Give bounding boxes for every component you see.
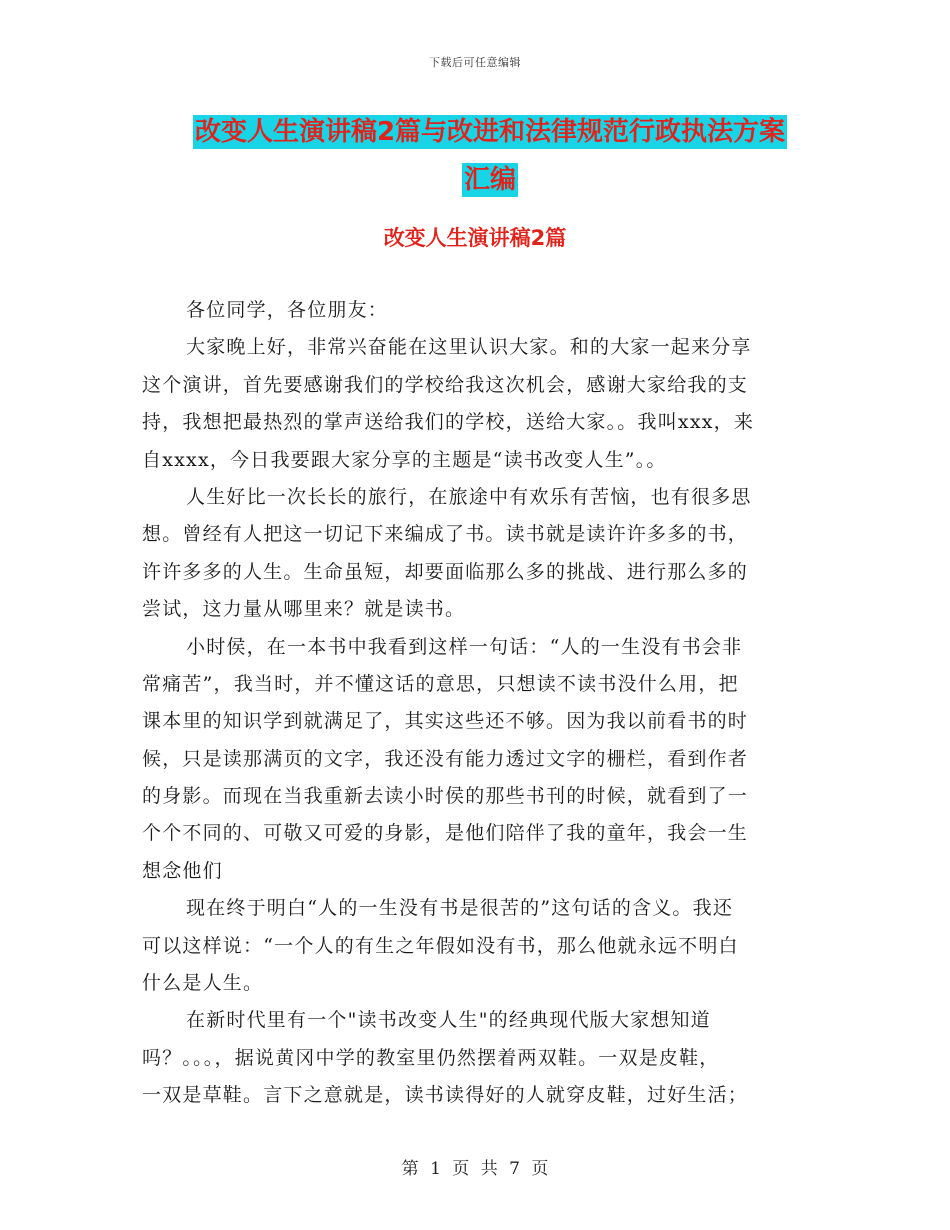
body-line: 小时侯，在一本书中我看到这样一句话：“人的一生没有书会非: [186, 635, 743, 658]
page-footer: 第 1 页 共 7 页: [401, 1159, 549, 1179]
body-line: 可以这样说：“一个人的有生之年假如没有书，那么他就永远不明白: [142, 934, 739, 957]
body-line: 在新时代里有一个"读书改变人生"的经典现代版大家想知道: [186, 1009, 711, 1032]
body-line: 吗？。。。，据说黄冈中学的教室里仍然摆着两双鞋。一双是皮鞋，: [142, 1046, 720, 1069]
body-line: 一双是草鞋。言下之意就是，读书读得好的人就穿皮鞋，过好生活；: [142, 1084, 749, 1107]
body-line: 这个演讲，首先要感谢我们的学校给我这次机会，感谢大家给我的支: [142, 373, 749, 396]
body-line: 尝试，这力量从哪里来？就是读书。: [142, 598, 466, 621]
body-line: 什么是人生。: [142, 972, 264, 995]
section-title: 改变人生演讲稿2篇: [383, 226, 567, 250]
body-line: 的身影。而现在当我重新去读小时侯的那些书刊的时候，就看到了一: [142, 785, 749, 808]
body-line: 想念他们: [142, 859, 223, 882]
body-line: 大家晚上好，非常兴奋能在这里认识大家。和的大家一起来分享: [186, 336, 752, 359]
document-title-line-1: 改变人生演讲稿2篇与改进和法律规范行政执法方案: [194, 117, 786, 147]
body-line: 课本里的知识学到就满足了，其实这些还不够。因为我以前看书的时: [142, 710, 749, 733]
body-line: 现在终于明白“人的一生没有书是很苦的”这句话的含义。我还: [186, 897, 734, 920]
body-line: 许许多多的人生。生命虽短，却要面临那么多的挑战、进行那么多的: [142, 560, 749, 583]
body-line: 个个不同的、可敬又可爱的身影，是他们陪伴了我的童年，我会一生: [142, 822, 749, 845]
body-line: 候，只是读那满页的文字，我还没有能力透过文字的栅栏，看到作者: [142, 747, 749, 770]
body-line: 自xxxx，今日我要跟大家分享的主题是“读书改变人生”。。: [142, 448, 667, 471]
body-line: 想。曾经有人把这一切记下来编成了书。读书就是读许许多多的书，: [142, 523, 749, 546]
body-line: 各位同学，各位朋友：: [186, 299, 389, 321]
page-header-note: 下载后可任意编辑: [429, 56, 521, 69]
document-title: [120, 108, 860, 204]
document-title-line-2: 汇编: [463, 165, 516, 195]
body-line: 常痛苦”，我当时，并不懂这话的意思，只想读不读书没什么用，把: [142, 672, 739, 695]
body-line: 人生好比一次长长的旅行，在旅途中有欢乐有苦恼，也有很多思: [186, 485, 752, 508]
body-line: 持，我想把最热烈的掌声送给我们的学校，送给大家。。我叫xxx，来: [142, 411, 755, 434]
document-body: [142, 292, 810, 1115]
